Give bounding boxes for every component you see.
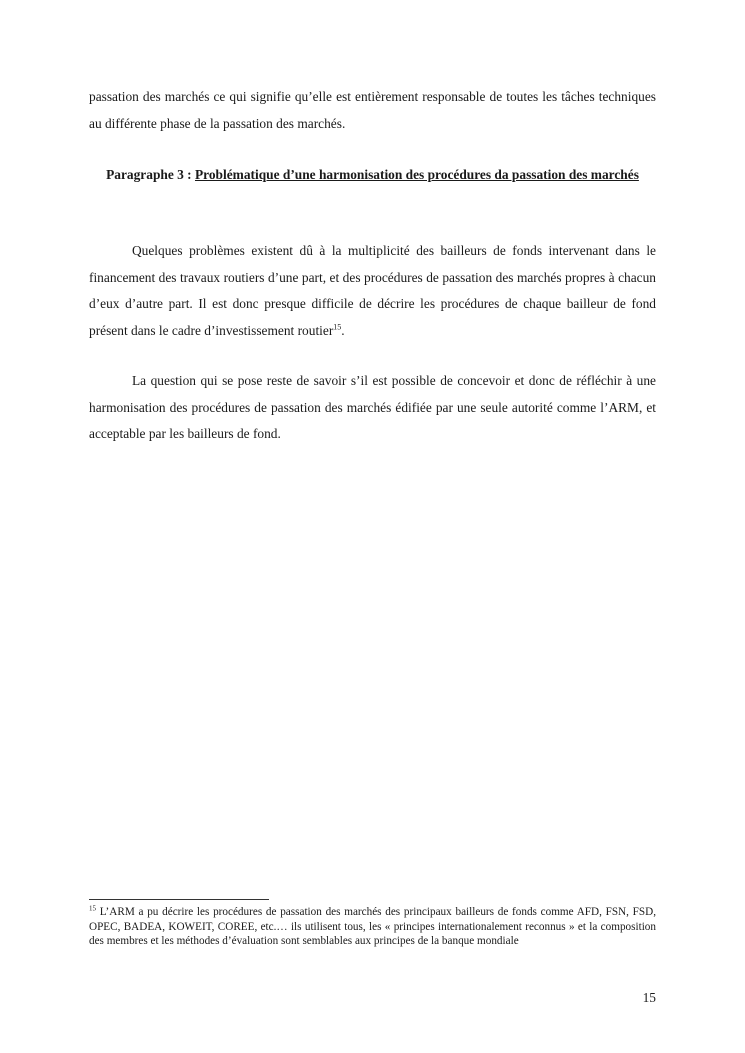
footnote-reference[interactable]: 15 [333,322,342,332]
footnote [89,905,656,949]
body-paragraph-3: La question qui se pose reste de savoir s’il est possible de concevoir et donc de réfléchir à une harmonisation des procédures de passation des marchés édifiée par une seule autorité comme l’ARM, et acceptable par les bailleurs de fond. [89,373,656,441]
paragraph-2-text: Quelques problèmes existent dû à la multiplicité des bailleurs de fonds intervenant dans le financement des travaux routiers d’une part, et des procédures de passation des marchés propres à chacun d’eux d’autre part. Il est donc presque difficile de décrire les procédures de chaque bailleur de fond présent dans le cadre d’investissement routier [89,243,656,338]
page-number: 15 [642,990,656,1005]
footnote-divider [89,899,269,900]
footnote-text: L’ARM a pu décrire les procédures de passation des marchés des principaux bailleurs de fonds comme AFD, FSN, FSD, OPEC, BADEA, KOWEIT, COREE, etc.… ils utilisent tous, les « principes internationalement reconnus » et la composition des membres et les méthodes d’évaluation sont semblables aux principes de la banque mondiale [89,906,656,947]
heading-title: Problématique d’une harmonisation des procédures da passation des marchés [194,167,639,182]
paragraph-2-end: . [341,322,345,338]
heading-prefix: Paragraphe 3 : [106,167,195,182]
footnote-number: 15 [89,904,96,913]
body-paragraph-2 [89,238,656,344]
section-heading [89,162,656,189]
intro-paragraph: passation des marchés ce qui signifie qu’elle est entièrement responsable de toutes les tâches techniques au différente phase de la passation des marchés. [89,89,656,131]
